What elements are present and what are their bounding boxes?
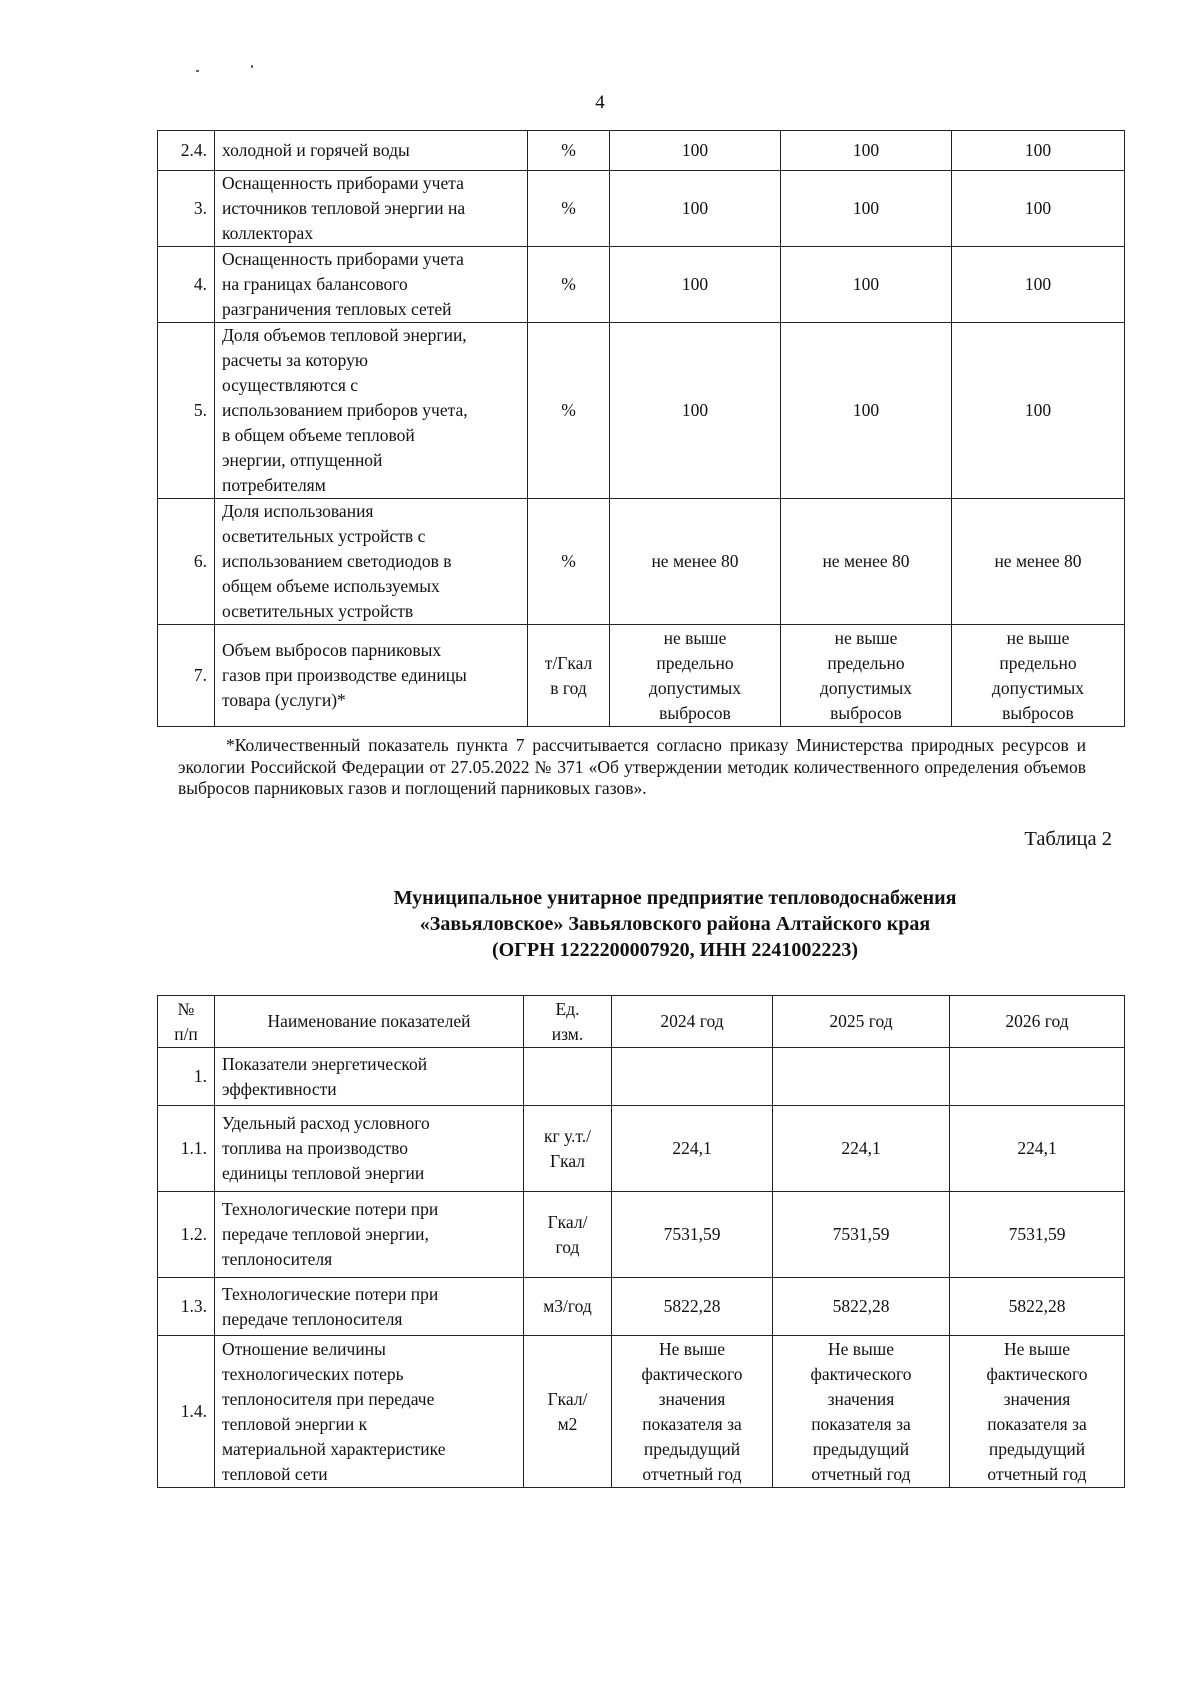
cell-line: предыдущий: [988, 1438, 1086, 1459]
cell-line: Гкал: [549, 1150, 585, 1171]
value-2026: [950, 1278, 1125, 1336]
row-number: 4.: [158, 247, 215, 323]
cell-line: значения: [658, 1388, 726, 1409]
cell-line: Оснащенность приборами учета: [222, 249, 464, 269]
indicator-name: [215, 131, 528, 171]
cell-line: 100: [681, 198, 709, 218]
cell-line: источников тепловой энергии на: [222, 198, 466, 218]
table-row: [158, 1278, 1125, 1336]
value-2025: [781, 625, 952, 727]
value-2026: [950, 1048, 1125, 1106]
cell-line: 100: [1024, 400, 1052, 420]
indicator-name: [215, 1278, 524, 1336]
cell-line: показателя за: [642, 1413, 742, 1434]
cell-line: в общем объеме тепловой: [222, 425, 415, 445]
cell-line: технологических потерь: [222, 1363, 404, 1384]
scan-speck: [196, 70, 199, 72]
value-2025: [773, 1048, 950, 1106]
cell-line: Не выше: [658, 1338, 726, 1359]
table-row: [158, 625, 1125, 727]
cell-line: 100: [1024, 140, 1052, 160]
cell-line: Наименование показателей: [267, 1011, 471, 1031]
cell-line: изм.: [551, 1023, 584, 1044]
cell-line: общем объеме используемых: [222, 576, 440, 596]
cell-line: м2: [557, 1413, 578, 1434]
cell-line: 7531,59: [832, 1224, 890, 1244]
cell-line: теплоносителя при передаче: [222, 1388, 435, 1409]
cell-line: расчеты за которую: [222, 350, 368, 370]
cell-line: показателя за: [811, 1413, 911, 1434]
cell-line: предыдущий: [812, 1438, 910, 1459]
cell-line: выбросов: [1002, 702, 1074, 723]
cell-line: не менее 80: [651, 551, 739, 571]
row-number: 1.1.: [158, 1106, 215, 1192]
cell-line: 7531,59: [663, 1224, 721, 1244]
cell-line: теплоносителя: [222, 1249, 333, 1269]
cell-line: допустимых: [819, 677, 913, 698]
cell-line: №: [177, 998, 195, 1019]
cell-line: осветительных устройств с: [222, 526, 426, 546]
cell-line: передаче тепловой энергии,: [222, 1224, 429, 1244]
cell-line: товара (услуги)*: [222, 690, 346, 710]
value-2026: [952, 323, 1125, 499]
cell-line: 100: [1024, 198, 1052, 218]
unit: [528, 131, 610, 171]
value-2025: [773, 1336, 950, 1488]
row-number: 1.3.: [158, 1278, 215, 1336]
unit: [528, 323, 610, 499]
row-number: 7.: [158, 625, 215, 727]
cell-line: топлива на производство: [222, 1138, 409, 1158]
value-2025: [781, 247, 952, 323]
value-2026: [950, 1192, 1125, 1278]
cell-line: предельно: [827, 652, 905, 673]
cell-line: использованием светодиодов в: [222, 551, 452, 571]
cell-line: %: [561, 274, 576, 294]
organization-title-line: (ОГРН 1222200007920, ИНН 2241002223): [491, 939, 859, 961]
value-2025: [781, 131, 952, 171]
indicator-name: [215, 323, 528, 499]
cell-line: 224,1: [1017, 1138, 1057, 1158]
table-row: [158, 131, 1125, 171]
cell-line: т/Гкал: [544, 652, 593, 673]
organization-title: [280, 885, 1070, 963]
indicator-name: [215, 625, 528, 727]
row-number: 1.4.: [158, 1336, 215, 1488]
cell-line: не выше: [663, 627, 727, 648]
unit: [524, 1192, 612, 1278]
cell-line: отчетный год: [987, 1463, 1087, 1484]
unit: [528, 499, 610, 625]
indicator-name: [215, 1106, 524, 1192]
table-row: [158, 1048, 1125, 1106]
value-2025: [773, 1106, 950, 1192]
cell-line: 100: [852, 140, 880, 160]
value-2024: [610, 323, 781, 499]
cell-line: 5822,28: [1008, 1296, 1066, 1316]
cell-line: предыдущий: [643, 1438, 741, 1459]
cell-line: %: [561, 198, 576, 218]
value-2024: [612, 1336, 773, 1488]
value-2025: [781, 323, 952, 499]
cell-line: 5822,28: [663, 1296, 721, 1316]
table-row: [158, 1106, 1125, 1192]
table-row: [158, 171, 1125, 247]
cell-line: значения: [1003, 1388, 1071, 1409]
value-2026: [952, 499, 1125, 625]
cell-line: отчетный год: [642, 1463, 742, 1484]
value-2024: [610, 499, 781, 625]
cell-line: газов при производстве единицы: [222, 665, 467, 685]
header-name: [215, 996, 524, 1048]
cell-line: 100: [1024, 274, 1052, 294]
table-row: [158, 1336, 1125, 1488]
cell-line: 224,1: [841, 1138, 881, 1158]
cell-line: 100: [681, 274, 709, 294]
value-2026: [952, 625, 1125, 727]
cell-line: коллекторах: [222, 223, 314, 243]
unit: [528, 171, 610, 247]
cell-line: в год: [550, 677, 587, 698]
cell-line: кг у.т./: [544, 1125, 591, 1146]
cell-line: передаче теплоносителя: [222, 1308, 403, 1329]
cell-line: эффективности: [222, 1078, 337, 1099]
unit: [524, 1106, 612, 1192]
cell-line: м3/год: [543, 1296, 592, 1316]
table-label: Таблица 2: [1024, 828, 1112, 850]
cell-line: Оснащенность приборами учета: [222, 173, 464, 193]
value-2024: [612, 1278, 773, 1336]
value-2024: [612, 1106, 773, 1192]
cell-line: п/п: [174, 1023, 198, 1044]
cell-line: Технологические потери при: [222, 1199, 439, 1219]
cell-line: Гкал/: [547, 1388, 588, 1409]
cell-line: 224,1: [672, 1138, 712, 1158]
unit: [524, 1278, 612, 1336]
table-row: [158, 1192, 1125, 1278]
indicator-name: [215, 247, 528, 323]
organization-title-line: Муниципальное унитарное предприятие тепловодоснабжения: [393, 887, 957, 909]
value-2025: [773, 1192, 950, 1278]
cell-line: Доля использования: [222, 501, 374, 521]
header-num: [158, 996, 215, 1048]
cell-line: Объем выбросов парниковых: [222, 640, 442, 660]
value-2026: [950, 1336, 1125, 1488]
cell-line: Технологические потери при: [222, 1283, 439, 1304]
cell-line: год: [555, 1236, 580, 1257]
cell-line: 100: [681, 400, 709, 420]
cell-line: 2026 год: [1005, 1011, 1069, 1031]
cell-line: %: [561, 551, 576, 571]
row-number: 1.: [158, 1048, 215, 1106]
value-2025: [773, 1278, 950, 1336]
cell-line: выбросов: [659, 702, 731, 723]
cell-line: допустимых: [991, 677, 1085, 698]
value-2025: [781, 499, 952, 625]
header-2024: [612, 996, 773, 1048]
cell-line: Не выше: [1003, 1338, 1071, 1359]
cell-line: потребителям: [222, 475, 326, 495]
cell-line: выбросов: [830, 702, 902, 723]
cell-line: разграничения тепловых сетей: [222, 299, 452, 319]
table-row: [158, 247, 1125, 323]
cell-line: тепловой энергии к: [222, 1413, 368, 1434]
row-number: 3.: [158, 171, 215, 247]
cell-line: не выше: [1006, 627, 1070, 648]
cell-line: %: [561, 400, 576, 420]
cell-line: Показатели энергетической: [222, 1053, 428, 1074]
unit: [528, 247, 610, 323]
cell-line: осветительных устройств: [222, 601, 414, 621]
cell-line: не выше: [834, 627, 898, 648]
cell-line: предельно: [656, 652, 734, 673]
cell-line: 100: [681, 140, 709, 160]
value-2024: [610, 247, 781, 323]
value-2024: [612, 1048, 773, 1106]
cell-line: 100: [852, 400, 880, 420]
value-2025: [781, 171, 952, 247]
cell-line: 2024 год: [660, 1011, 724, 1031]
indicator-name: [215, 499, 528, 625]
value-2024: [610, 171, 781, 247]
cell-line: холодной и горячей воды: [222, 140, 410, 160]
scan-speck: [251, 65, 253, 68]
unit: [528, 625, 610, 727]
header-unit: [524, 996, 612, 1048]
row-number: 2.4.: [158, 131, 215, 171]
table-row: [158, 499, 1125, 625]
cell-line: Удельный расход условного: [222, 1113, 430, 1133]
cell-line: Ед.: [555, 998, 580, 1019]
row-number: 6.: [158, 499, 215, 625]
cell-line: 5822,28: [832, 1296, 890, 1316]
value-2026: [952, 247, 1125, 323]
cell-line: 2025 год: [829, 1011, 893, 1031]
value-2026: [952, 171, 1125, 247]
unit: [524, 1336, 612, 1488]
footnote: *Количественный показатель пункта 7 рассчитывается согласно приказу Министерства природных ресурсов и экологии Российской Федерации от 27.05.2022 № 371 «Об утверждении методик количественного определения объемов выбросов парниковых газов и поглощений парниковых газов».: [178, 735, 1086, 798]
indicator-name: [215, 171, 528, 247]
cell-line: 100: [852, 274, 880, 294]
indicators-table-continued: [157, 130, 1125, 727]
cell-line: допустимых: [648, 677, 742, 698]
cell-line: использованием приборов учета,: [222, 400, 468, 420]
value-2024: [610, 625, 781, 727]
cell-line: не менее 80: [994, 551, 1082, 571]
energy-efficiency-table: [157, 995, 1125, 1488]
indicator-name: [215, 1048, 524, 1106]
cell-line: Доля объемов тепловой энергии,: [222, 325, 467, 345]
unit: [524, 1048, 612, 1106]
cell-line: 100: [852, 198, 880, 218]
organization-title-line: «Завьяловское» Завьяловского района Алтайского края: [419, 913, 931, 935]
row-number: 5.: [158, 323, 215, 499]
cell-line: материальной характеристике: [222, 1438, 446, 1459]
cell-line: предельно: [999, 652, 1077, 673]
cell-line: показателя за: [987, 1413, 1087, 1434]
cell-line: Отношение величины: [222, 1338, 386, 1359]
cell-line: энергии, отпущенной: [222, 450, 383, 470]
cell-line: фактического: [810, 1363, 912, 1384]
cell-line: фактического: [641, 1363, 743, 1384]
table-header-row: [158, 996, 1125, 1048]
indicator-name: [215, 1192, 524, 1278]
cell-line: осуществляются с: [222, 375, 359, 395]
indicator-name: [215, 1336, 524, 1488]
header-2026: [950, 996, 1125, 1048]
cell-line: Не выше: [827, 1338, 895, 1359]
cell-line: фактического: [986, 1363, 1088, 1384]
cell-line: 7531,59: [1008, 1224, 1066, 1244]
value-2024: [610, 131, 781, 171]
cell-line: тепловой сети: [222, 1463, 328, 1484]
row-number: 1.2.: [158, 1192, 215, 1278]
cell-line: на границах балансового: [222, 274, 408, 294]
value-2026: [950, 1106, 1125, 1192]
table-row: [158, 323, 1125, 499]
value-2026: [952, 131, 1125, 171]
page-number: 4: [595, 92, 605, 113]
cell-line: отчетный год: [811, 1463, 911, 1484]
cell-line: не менее 80: [822, 551, 910, 571]
cell-line: %: [561, 140, 576, 160]
header-2025: [773, 996, 950, 1048]
value-2024: [612, 1192, 773, 1278]
cell-line: Гкал/: [547, 1211, 588, 1232]
cell-line: единицы тепловой энергии: [222, 1163, 425, 1183]
cell-line: значения: [827, 1388, 895, 1409]
